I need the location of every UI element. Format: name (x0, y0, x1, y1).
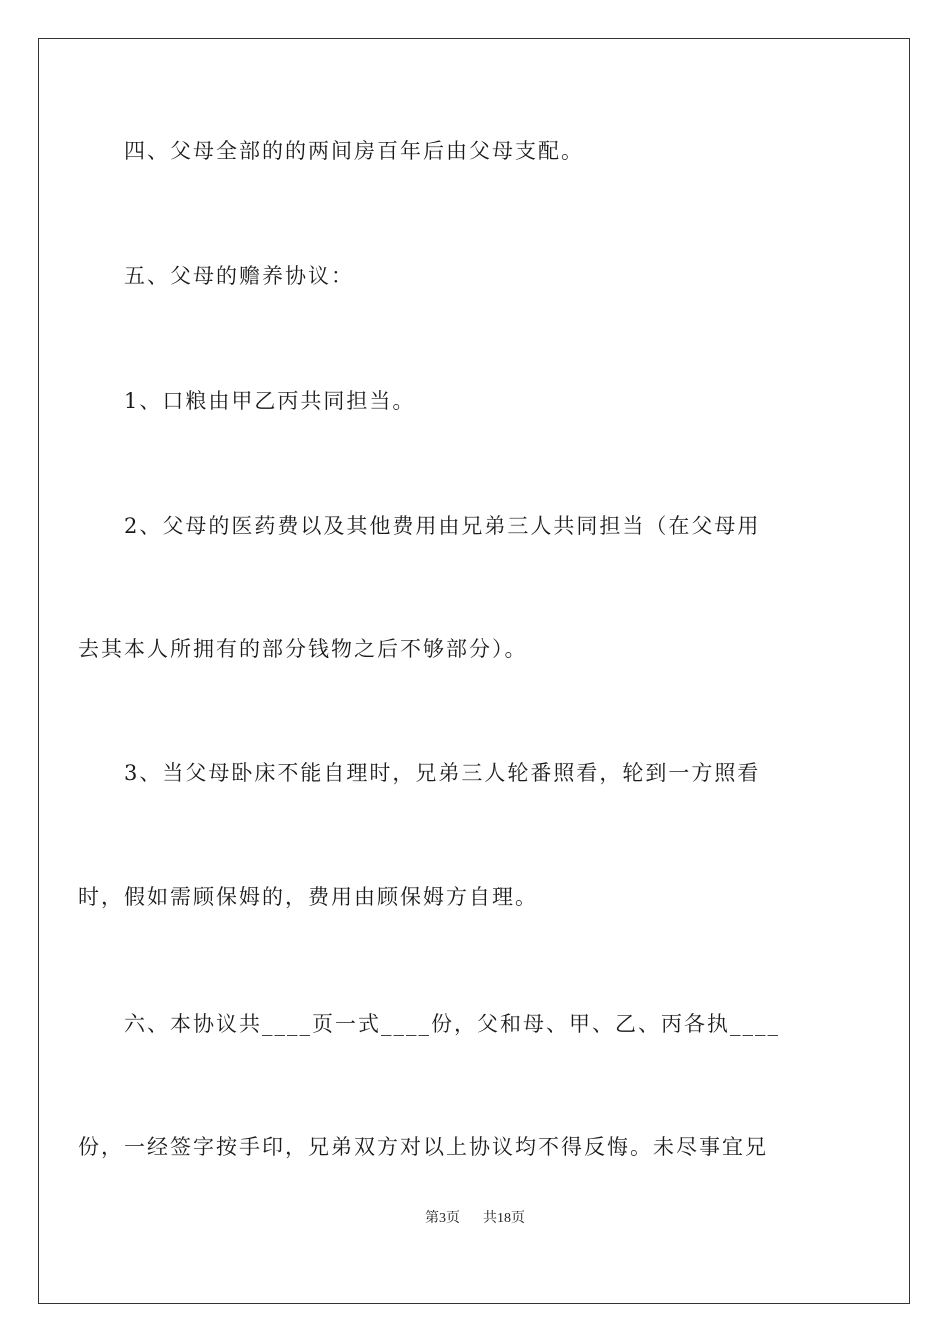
page-total: 共18页 (483, 1211, 525, 1226)
paragraph-line: 1、口粮由甲乙丙共同担当。 (124, 389, 416, 413)
paragraph-line: 五、父母的赡养协议： (124, 264, 354, 288)
paragraph-line: 六、本协议共____页一式____份，父和母、甲、乙、丙各执____ (124, 1012, 780, 1036)
paragraph-line: 时，假如需顾保姆的，费用由顾保姆方自理。 (78, 885, 538, 909)
page-number: 第3页 (425, 1211, 460, 1226)
page-footer (0, 1207, 950, 1227)
paragraph-line: 去其本人所拥有的部分钱物之后不够部分）。 (78, 637, 528, 661)
page-border (38, 38, 910, 1304)
paragraph-line: 份，一经签字按手印，兄弟双方对以上协议均不得反悔。未尽事宜兄 (78, 1135, 768, 1159)
paragraph-line: 3、当父母卧床不能自理时，兄弟三人轮番照看，轮到一方照看 (124, 761, 761, 785)
paragraph-line: 2、父母的医药费以及其他费用由兄弟三人共同担当（在父母用 (124, 514, 761, 538)
paragraph-line: 四、父母全部的的两间房百年后由父母支配。 (124, 139, 584, 163)
